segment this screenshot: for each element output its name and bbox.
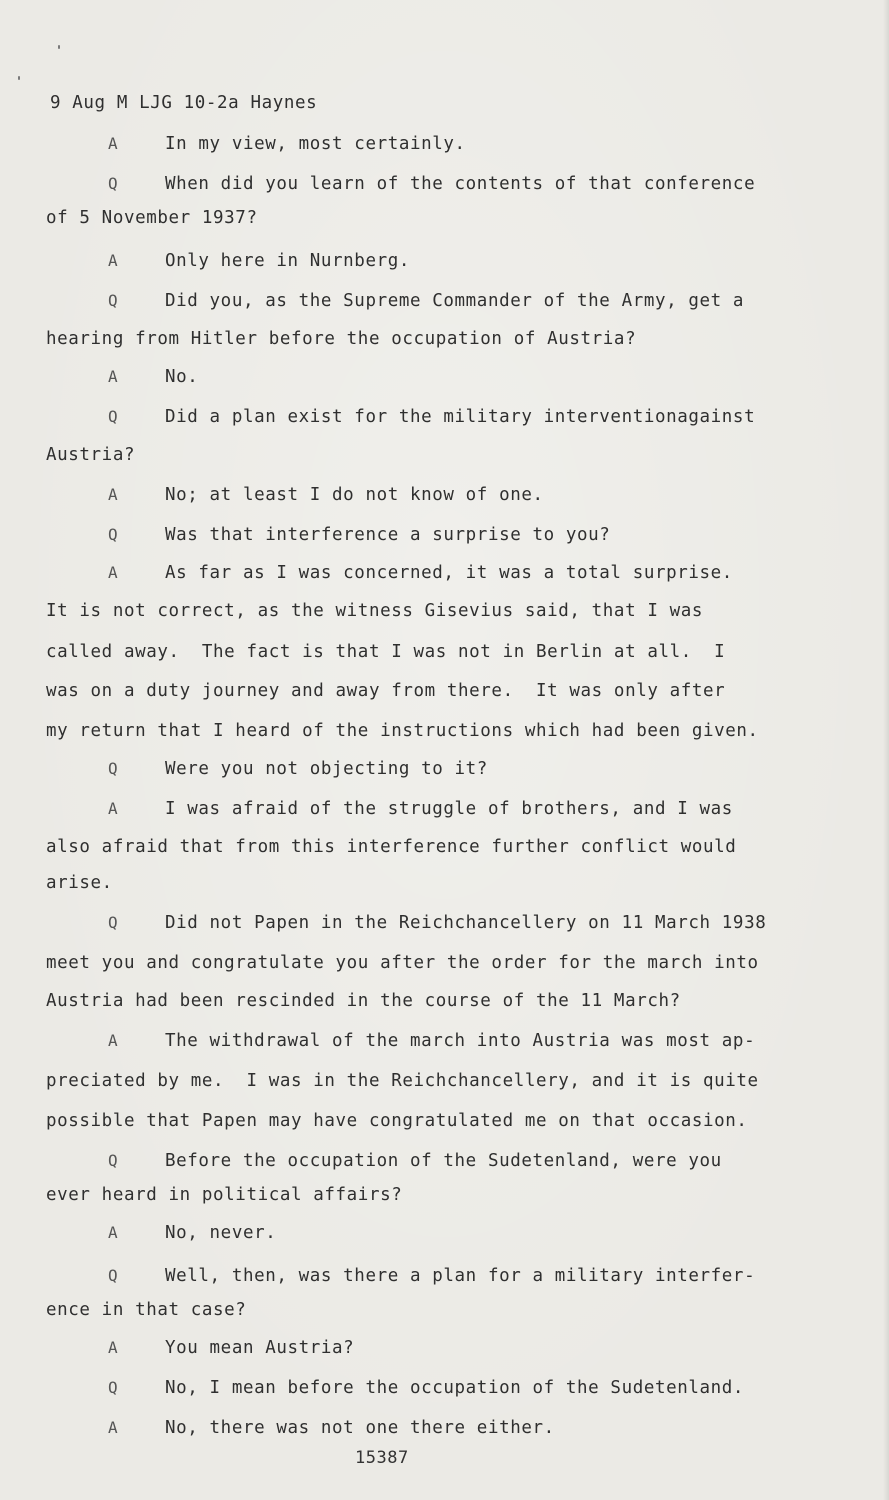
- continuation-text: possible that Papen may have congratulated me on that occasion.: [46, 1111, 748, 1131]
- question-text: Did not Papen in the Reichchancellery on 11 March 1938: [165, 913, 767, 933]
- question-text: Did you, as the Supreme Commander of the Army, get a: [165, 291, 745, 311]
- answer-text: No, there was not one there either.: [165, 1418, 555, 1438]
- question-text: When did you learn of the contents of that conference: [165, 174, 756, 194]
- answer-marker: A: [108, 799, 118, 818]
- ink-speck: [18, 76, 20, 80]
- answer-marker: A: [108, 1338, 118, 1357]
- question-marker: Q: [108, 291, 118, 310]
- answer-marker: A: [108, 1031, 118, 1050]
- answer-text: No.: [165, 367, 199, 387]
- document-header: 9 Aug M LJG 10-2a Haynes: [50, 93, 318, 113]
- question-marker: Q: [108, 1266, 118, 1285]
- question-text: Did a plan exist for the military interventionagainst: [165, 407, 756, 427]
- answer-marker: A: [108, 1223, 118, 1242]
- page-edge-shadow: [883, 0, 889, 1500]
- answer-marker: A: [108, 485, 118, 504]
- continuation-text: arise.: [46, 873, 113, 893]
- answer-text: I was afraid of the struggle of brothers, and I was: [165, 799, 733, 819]
- question-text: Was that interference a surprise to you?: [165, 525, 611, 545]
- continuation-text: was on a duty journey and away from there. It was only after: [46, 681, 726, 701]
- continuation-text: my return that I heard of the instructions which had been given.: [46, 721, 759, 741]
- answer-text: As far as I was concerned, it was a total surprise.: [165, 563, 733, 583]
- question-marker: Q: [108, 759, 118, 778]
- answer-marker: A: [108, 1418, 118, 1437]
- continuation-text: of 5 November 1937?: [46, 208, 258, 228]
- continuation-text: meet you and congratulate you after the order for the march into: [46, 953, 759, 973]
- question-marker: Q: [108, 913, 118, 932]
- continuation-text: called away. The fact is that I was not in Berlin at all. I: [46, 642, 726, 662]
- question-text: Well, then, was there a plan for a military interfer-: [165, 1266, 756, 1286]
- answer-text: No; at least I do not know of one.: [165, 485, 544, 505]
- ink-speck: [58, 45, 60, 49]
- question-marker: Q: [108, 174, 118, 193]
- answer-marker: A: [108, 251, 118, 270]
- answer-marker: A: [108, 563, 118, 582]
- question-marker: Q: [108, 407, 118, 426]
- question-text: No, I mean before the occupation of the Sudetenland.: [165, 1378, 745, 1398]
- question-text: Were you not objecting to it?: [165, 759, 488, 779]
- continuation-text: Austria?: [46, 445, 136, 465]
- continuation-text: preciated by me. I was in the Reichchancellery, and it is quite: [46, 1071, 759, 1091]
- question-text: Before the occupation of the Sudetenland, were you: [165, 1151, 722, 1171]
- continuation-text: ence in that case?: [46, 1300, 247, 1320]
- continuation-text: It is not correct, as the witness Gisevius said, that I was: [46, 601, 704, 621]
- answer-marker: A: [108, 367, 118, 386]
- question-marker: Q: [108, 525, 118, 544]
- question-marker: Q: [108, 1378, 118, 1397]
- answer-text: The withdrawal of the march into Austria was most ap-: [165, 1031, 756, 1051]
- continuation-text: hearing from Hitler before the occupation of Austria?: [46, 329, 637, 349]
- answer-text: No, never.: [165, 1223, 277, 1243]
- continuation-text: also afraid that from this interference further conflict would: [46, 837, 737, 857]
- question-marker: Q: [108, 1151, 118, 1170]
- answer-text: Only here in Nurnberg.: [165, 251, 410, 271]
- continuation-text: Austria had been rescinded in the course of the 11 March?: [46, 991, 681, 1011]
- page-number: 15387: [355, 1448, 409, 1468]
- answer-marker: A: [108, 134, 118, 153]
- answer-text: In my view, most certainly.: [165, 134, 466, 154]
- answer-text: You mean Austria?: [165, 1338, 355, 1358]
- continuation-text: ever heard in political affairs?: [46, 1185, 403, 1205]
